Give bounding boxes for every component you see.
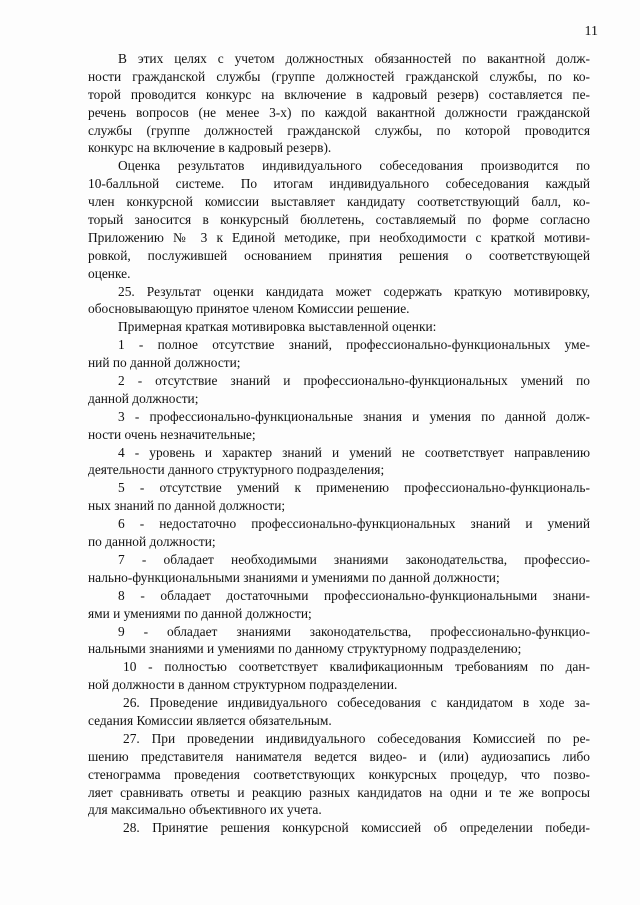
text-line: конкурс на включение в кадровый резерв).: [88, 140, 332, 156]
text-line: 25. Результат оценки кандидата может содержать краткую мотивировку,: [118, 283, 590, 299]
text-line: ной должности в данном структурном подразделении.: [88, 677, 398, 693]
text-line: 4 - уровень и характер знаний и умений не соответствует направлению: [118, 444, 590, 460]
text-line: ний по данной должности;: [88, 355, 241, 371]
text-line: 3 - профессионально-функциональные знания и умения по данной долж-: [118, 408, 590, 424]
text-line: по данной должности;: [88, 534, 216, 550]
text-line: ных знаний по данной должности;: [88, 498, 286, 514]
text-line: ляет сравнивать ответы и реакцию разных кандидатов на одни и те же вопросы: [88, 784, 590, 800]
text-line: оценке.: [88, 265, 131, 281]
text-line: нальными знаниями и умениями по данному структурному подразделению;: [88, 641, 522, 657]
text-line: 9 - обладает знаниями законодательства, профессионально-функцио-: [118, 623, 590, 639]
text-line: седания Комиссии является обязательным.: [88, 712, 332, 728]
text-line: 27. При проведении индивидуального собеседования Комиссией по ре-: [123, 730, 590, 746]
text-line: стенограмма проведения соответствующих конкурсных процедур, что позво-: [88, 766, 590, 782]
text-line: 2 - отсутствие знаний и профессионально-функциональных умений по: [118, 373, 590, 389]
text-line: ями и умениями по данной должности;: [88, 605, 312, 621]
text-line: 10-балльной системе. По итогам индивидуального собеседования каждый: [88, 176, 590, 192]
page-number: 11: [584, 24, 598, 39]
text-line: обосновывающую принятое членом Комиссии решение.: [88, 301, 410, 317]
text-line: 7 - обладает необходимыми знаниями законодательства, профессио-: [118, 551, 590, 567]
text-line: нально-функциональными знаниями и умениями по данной должности;: [88, 569, 500, 585]
text-line: торой проводится конкурс на включение в кадровый резерв) составляется пе-: [88, 86, 590, 102]
text-line: 5 - отсутствие умений к применению профессионально-функциональ-: [118, 480, 590, 496]
text-line: 26. Проведение индивидуального собеседования с кандидатом в ходе за-: [123, 695, 590, 711]
text-line: В этих целях с учетом должностных обязанностей по вакантной долж-: [118, 51, 590, 66]
text-line: член конкурсной комиссии выставляет кандидату соответствующий балл, ко-: [88, 194, 590, 210]
text-line: 28. Принятие решения конкурсной комиссией об определении победи-: [123, 820, 590, 836]
text-line: 1 - полное отсутствие знаний, профессионально-функциональных уме-: [118, 337, 590, 353]
text-line: торый заносится в конкурсный бюллетень, составляемый по форме согласно: [88, 212, 590, 228]
text-line: 6 - недостаточно профессионально-функциональных знаний и умений: [118, 516, 590, 532]
text-line: 8 - обладает достаточными профессионально-функциональными знани-: [118, 587, 590, 603]
text-line: службы (группе должностей гражданской службы, по которой проводится: [88, 122, 590, 138]
text-line: ности очень незначительные;: [88, 426, 256, 442]
text-line: деятельности данного структурного подразделения;: [88, 462, 385, 478]
text-line: ности гражданской службы (группе должностей гражданской службы, по ко-: [88, 68, 590, 84]
text-line: Оценка результатов индивидуального собеседования производится по: [118, 158, 590, 174]
text-line: речень вопросов (не менее 3-х) по каждой вакантной должности гражданской: [88, 104, 590, 120]
text-line: для максимально объективного их учета.: [88, 802, 322, 818]
text-line: данной должности;: [88, 390, 199, 406]
text-line: 10 - полностью соответствует квалификационным требованиям по дан-: [123, 659, 590, 675]
text-line: Примерная краткая мотивировка выставленной оценки:: [118, 319, 437, 335]
text-line: шению представителя нанимателя ведется видео- и (или) аудиозапись либо: [88, 748, 590, 764]
text-line: ровкой, послужившей основанием принятия решения о соответствующей: [88, 247, 590, 263]
document-body: [88, 50, 590, 837]
text-line: Приложению № 3 к Единой методике, при необходимости с краткой мотиви-: [88, 229, 590, 245]
